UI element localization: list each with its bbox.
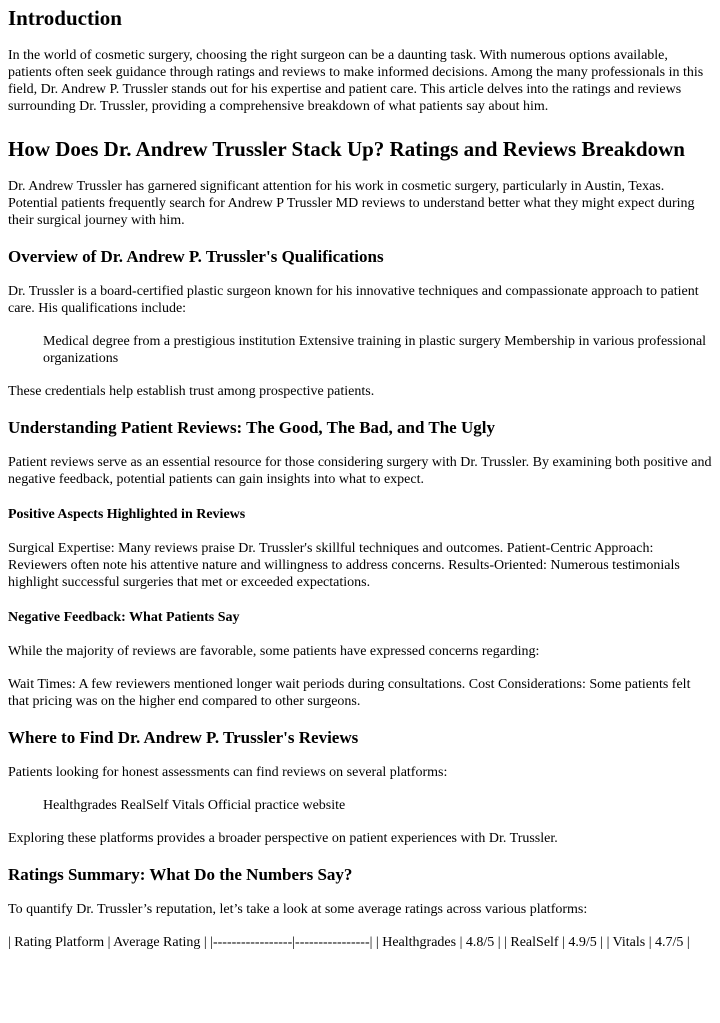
where-closing: Exploring these platforms provides a broader perspective on patient experiences with Dr. Trussler.	[8, 831, 558, 846]
qualifications-closing: These credentials help establish trust among prospective patients.	[8, 384, 375, 399]
qualifications-list: Medical degree from a prestigious institution Extensive training in plastic surgery Membership in various professional organizations	[43, 334, 707, 366]
negative-heading: Negative Feedback: What Patients Say	[8, 610, 240, 625]
main-paragraph: Dr. Andrew Trussler has garnered significant attention for his work in cosmetic surgery, particularly in Austin, Texas. Potential patients frequently search for Andrew P Trussler MD reviews to understand better what they might expect during their surgical journey with him.	[8, 179, 695, 228]
reviews-heading: Understanding Patient Reviews: The Good, The Bad, and The Ugly	[8, 418, 495, 437]
positive-paragraph: Surgical Expertise: Many reviews praise Dr. Trussler's skillful techniques and outcomes. Patient-Centric Approach: Reviewers often note his attentive nature and willingness to address concerns. Results-Oriented: Numerous testimonials highlight successful surgeries that met or exceeded expectations.	[8, 541, 680, 590]
summary-heading: Ratings Summary: What Do the Numbers Say?	[8, 865, 353, 884]
where-heading: Where to Find Dr. Andrew P. Trussler's Reviews	[8, 728, 359, 747]
where-paragraph: Patients looking for honest assessments can find reviews on several platforms:	[8, 765, 448, 780]
platforms-list: Healthgrades RealSelf Vitals Official practice website	[43, 798, 346, 813]
qualifications-paragraph: Dr. Trussler is a board-certified plastic surgeon known for his innovative techniques and compassionate approach to patient care. His qualifications include:	[8, 284, 699, 316]
main-heading: How Does Dr. Andrew Trussler Stack Up? Ratings and Reviews Breakdown	[8, 137, 685, 161]
negative-intro: While the majority of reviews are favorable, some patients have expressed concerns regarding:	[8, 644, 540, 659]
intro-paragraph: In the world of cosmetic surgery, choosing the right surgeon can be a daunting task. With numerous options available, patients often seek guidance through ratings and reviews to make informed decisions. Among the many professionals in this field, Dr. Andrew P. Trussler stands out for his expertise and patient care. This article delves into the ratings and reviews surrounding Dr. Trussler, providing a comprehensive breakdown of what patients say about him.	[8, 48, 704, 114]
article	[0, 6, 720, 951]
intro-heading: Introduction	[8, 6, 122, 30]
ratings-table-text: | Rating Platform | Average Rating | |-----------------|----------------| | Healthgrades | 4.8/5 | | RealSelf | 4.9/5 | | Vitals | 4.7/5 |	[8, 935, 690, 950]
qualifications-heading: Overview of Dr. Andrew P. Trussler's Qualifications	[8, 247, 384, 266]
summary-paragraph: To quantify Dr. Trussler’s reputation, let’s take a look at some average ratings across various platforms:	[8, 902, 588, 917]
positive-heading: Positive Aspects Highlighted in Reviews	[8, 507, 246, 522]
negative-paragraph: Wait Times: A few reviewers mentioned longer wait periods during consultations. Cost Considerations: Some patients felt that pricing was on the higher end compared to other surgeons.	[8, 677, 691, 709]
reviews-paragraph: Patient reviews serve as an essential resource for those considering surgery with Dr. Trussler. By examining both positive and negative feedback, potential patients can gain insights into what to expect.	[8, 455, 712, 487]
